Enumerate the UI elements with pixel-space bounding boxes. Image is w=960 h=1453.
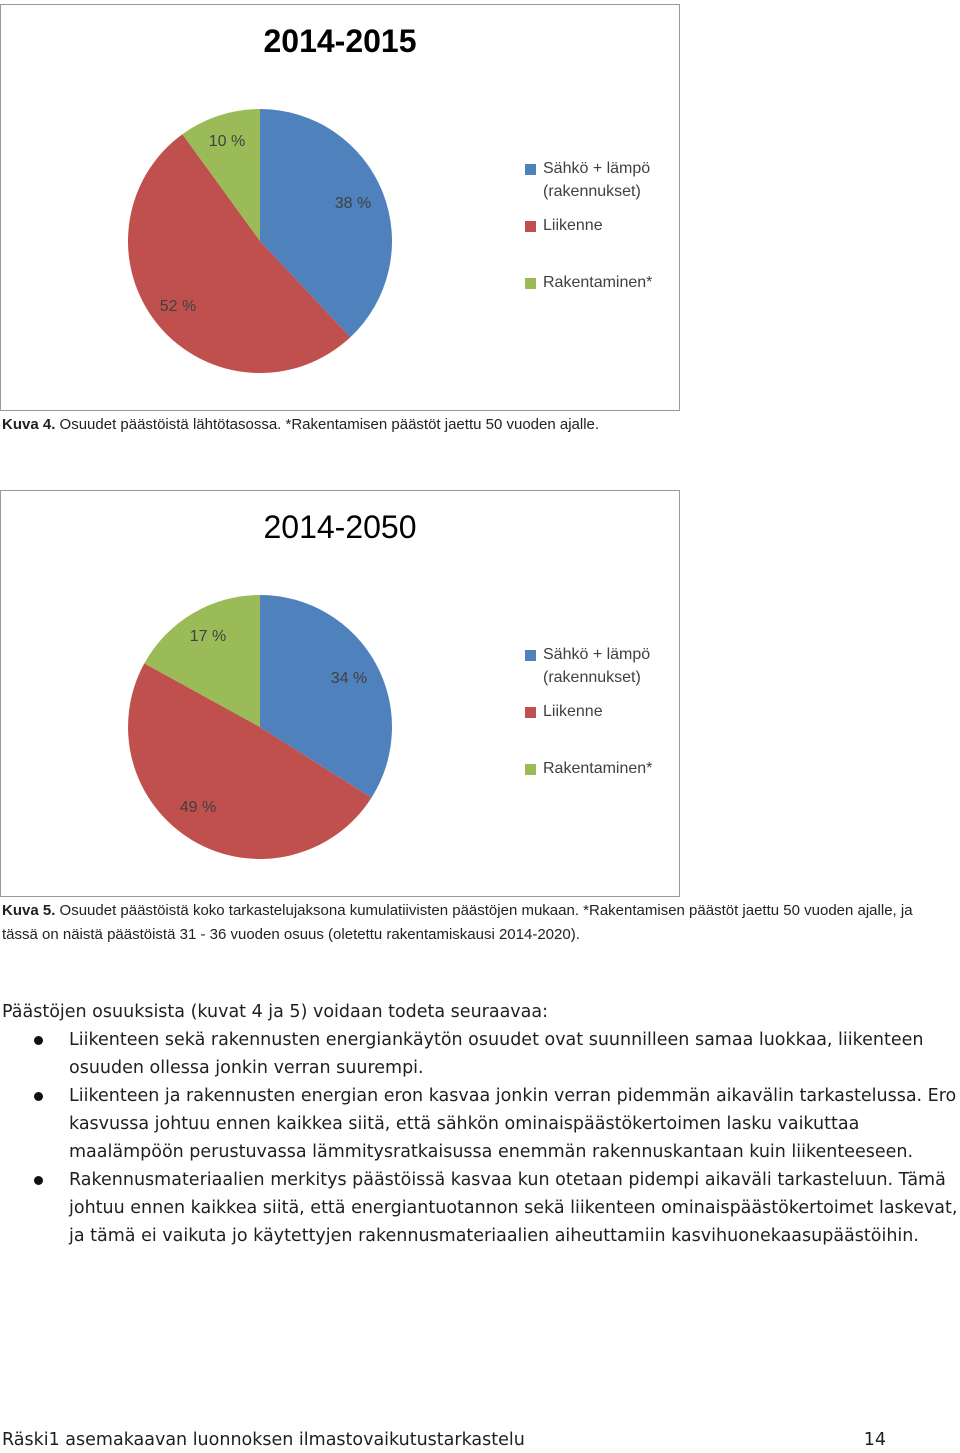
- legend-swatch-blue: [525, 164, 536, 175]
- chart-title: 2014-2050: [263, 509, 417, 545]
- bullet-item: Liikenteen ja rakennusten energian eron kasvaa jonkin verran pidemmän aikavälin tarkastelussa. Ero kasvussa johtuu ennen kaikkea siitä, että sähkön ominaispäästökertoimen lasku vaikuttaa maalämpöön perustuvassa lämmitysratkaisussa enemmän rakennuskantaan kuin liikenteeseen.: [2, 1082, 958, 1166]
- legend-label: Rakentaminen*: [543, 760, 653, 777]
- footer-doc-title: Räski1 asemakaavan luonnoksen ilmastovaikutustarkastelu: [2, 1430, 525, 1450]
- legend-item-liikenne: [525, 214, 675, 237]
- caption-text: Osuudet päästöistä lähtötasossa. *Rakentamisen päästöt jaettu 50 vuoden ajalle.: [55, 416, 600, 433]
- legend-swatch-blue: [525, 650, 536, 661]
- figure-4-caption: [2, 413, 942, 437]
- caption-label: Kuva 5.: [2, 902, 56, 919]
- legend-label: Sähkö + lämpö (rakennukset): [543, 160, 651, 200]
- footer-page-number: 14: [863, 1430, 886, 1450]
- pie-chart-2014-2050: [0, 490, 680, 897]
- data-label: 10 %: [208, 133, 246, 150]
- legend-swatch-green: [525, 278, 536, 289]
- legend-label: Rakentaminen*: [543, 274, 653, 291]
- figure-5-caption: [2, 899, 942, 947]
- data-label: 17 %: [189, 628, 227, 645]
- data-label: 49 %: [179, 799, 217, 816]
- data-label: 52 %: [159, 298, 197, 315]
- legend-label: Liikenne: [543, 703, 603, 720]
- chart-title: 2014-2015: [263, 23, 417, 59]
- bullet-item: Rakennusmateriaalien merkitys päästöissä kasvaa kun otetaan pidempi aikaväli tarkasteluun. Tämä johtuu ennen kaikkea siitä, että energiantuotannon sekä liikenteen ominaispäästökertoimet laskevat, ja tämä ei vaikuta jo käytettyjen rakennusmateriaalien aiheuttamiin kasvihuonekaasupäästöihin.: [2, 1166, 958, 1250]
- legend-swatch-red: [525, 707, 536, 718]
- body-section: [2, 998, 958, 1250]
- pie-chart-2014-2015: [0, 4, 680, 411]
- page-footer: [2, 1430, 886, 1450]
- bullet-list: [2, 1026, 958, 1250]
- data-label: 38 %: [334, 195, 372, 212]
- legend-item-rakentaminen: [525, 757, 675, 780]
- legend-swatch-red: [525, 221, 536, 232]
- legend-item-rakentaminen: [525, 271, 675, 294]
- intro-paragraph: Päästöjen osuuksista (kuvat 4 ja 5) voidaan todeta seuraavaa:: [2, 1002, 549, 1022]
- chart-legend: [525, 643, 675, 780]
- legend-label: Liikenne: [543, 217, 603, 234]
- legend-item-liikenne: [525, 700, 675, 723]
- legend-item-sahko: [525, 157, 675, 203]
- legend-item-sahko: [525, 643, 675, 689]
- chart-legend: [525, 157, 675, 294]
- bullet-item: Liikenteen sekä rakennusten energiankäytön osuudet ovat suunnilleen samaa luokkaa, liikenteen osuuden ollessa jonkin verran suurempi.: [2, 1026, 958, 1082]
- data-label: 34 %: [330, 670, 368, 687]
- legend-swatch-green: [525, 764, 536, 775]
- caption-label: Kuva 4.: [2, 416, 56, 433]
- legend-label: Sähkö + lämpö (rakennukset): [543, 646, 651, 686]
- caption-text: Osuudet päästöistä koko tarkastelujaksona kumulatiivisten päästöjen mukaan. *Rakentamisen päästöt jaettu 50 vuoden ajalle, ja tässä on näistä päästöistä 31 - 36 vuoden osuus (oletettu rakentamiskausi 2014-2020).: [2, 902, 913, 943]
